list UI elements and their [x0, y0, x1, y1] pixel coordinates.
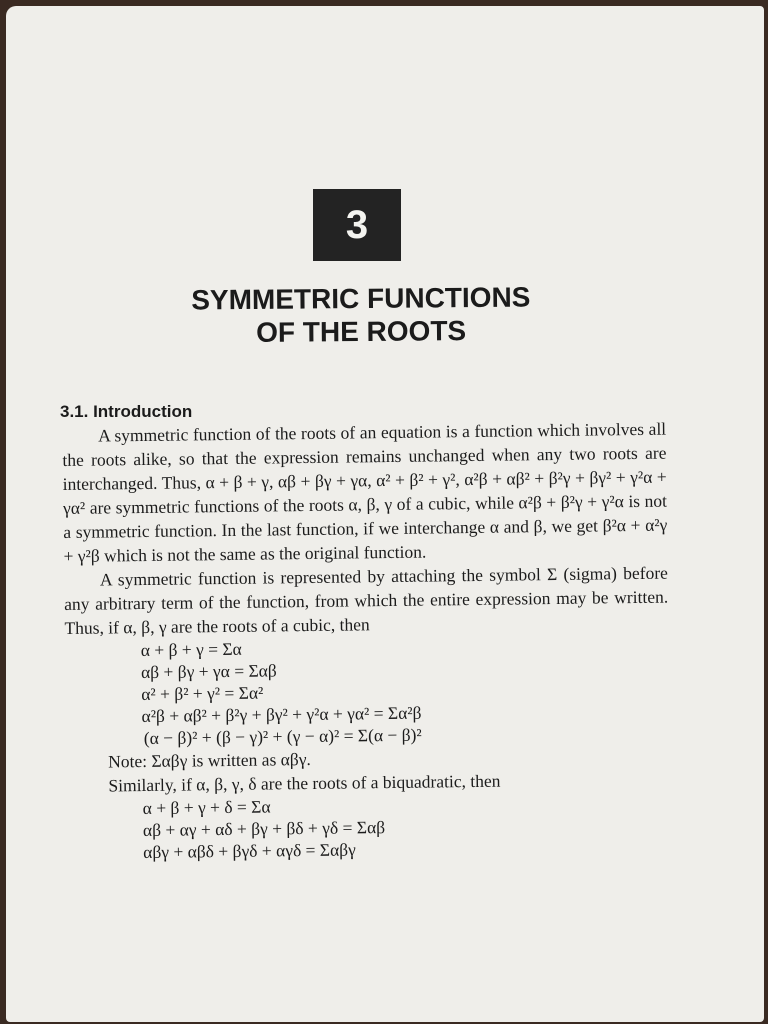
equation-line: α²β + αβ² + β²γ + βγ² + γ²α + γα² = Σα²β	[141, 702, 422, 727]
book-page	[6, 6, 764, 1022]
show-through-text	[66, 101, 686, 421]
cubic-equations	[65, 633, 670, 750]
paragraph-sigma-notation: A symmetric function is represented by attaching the symbol Σ (sigma) before any arbitrary term of the function, from which the entire expression may be written. Thus, if α, β, γ are the roots of a cubic, then	[64, 562, 669, 638]
equation-line: αβ + αγ + αδ + βγ + βδ + γδ = Σαβ	[142, 817, 386, 841]
equation-line: αβ + βγ + γα = Σαβ	[140, 660, 277, 683]
section-heading: 3.1. Introduction	[60, 402, 193, 421]
equation-line: α² + β² + γ² = Σα²	[141, 682, 264, 705]
chapter-title-line-1: SYMMETRIC FUNCTIONS	[191, 281, 531, 316]
body-text	[62, 417, 671, 864]
biquadratic-equations	[67, 791, 672, 864]
equation-line: α + β + γ = Σα	[140, 638, 242, 661]
similarly-text: Similarly, if α, β, γ, δ are the roots of a biquadratic, then	[108, 770, 501, 796]
paragraph-definition: A symmetric function of the roots of an equation is a function which involves all the roots alike, so that the expression remains unchanged when any two roots are interchanged. Thus, α + β + γ, αβ + βγ + γα, α² + β² + γ², α²β + αβ² + β²γ + βγ² + γ²α + γα² are symmetric functions of the roots α, β, γ of a cubic, while α²β + β²γ + γ²α is not a symmetric function. In the last function, if we interchange α and β, we get β²α + α²γ + γ²β which is not the same as the original function.	[62, 418, 668, 566]
equation-line: α + β + γ + δ = Σα	[142, 796, 271, 819]
chapter-number-box	[313, 189, 401, 261]
chapter-number: 3	[345, 202, 369, 247]
note-text: Note: Σαβγ is written as αβγ.	[108, 748, 311, 772]
equation-line: αβγ + αβδ + βγδ + αγδ = Σαβγ	[143, 839, 356, 863]
equation-line: (α − β)² + (β − γ)² + (γ − α)² = Σ(α − β)²	[143, 724, 422, 749]
chapter-title-line-2: OF THE ROOTS	[256, 315, 467, 348]
chapter-title	[116, 280, 607, 350]
